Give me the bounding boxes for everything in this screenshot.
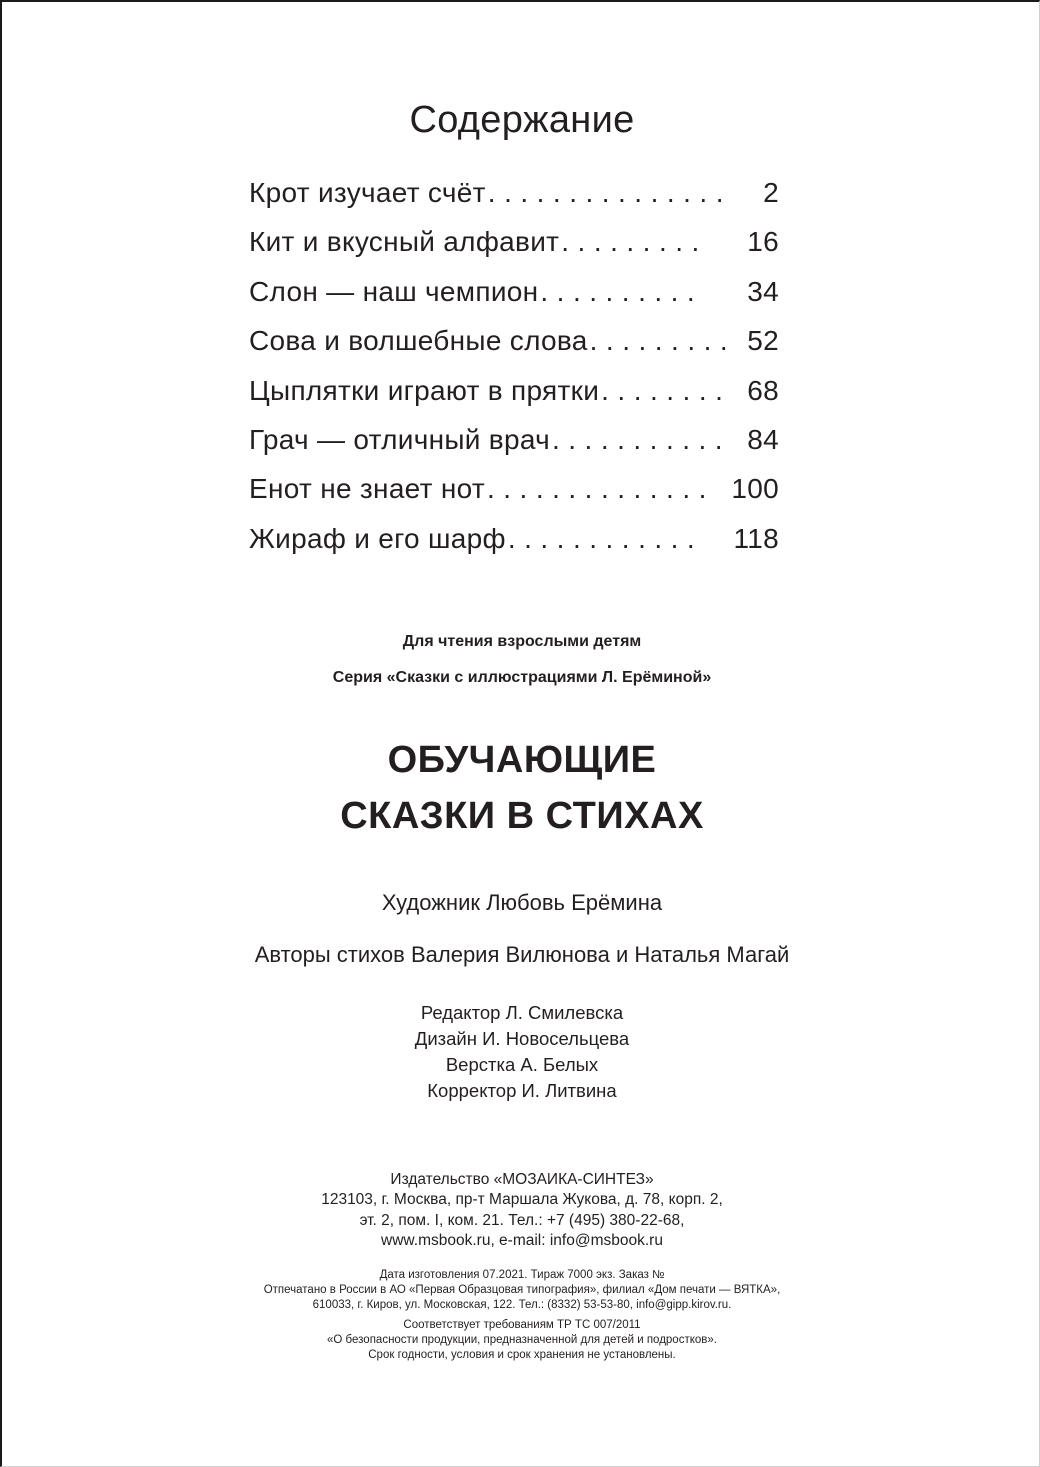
toc-entry-page: 100 — [731, 473, 779, 505]
toc-entry[interactable] — [249, 221, 779, 270]
publisher-info — [2, 1170, 1040, 1251]
toc-entry[interactable] — [249, 320, 779, 369]
publisher-name: Издательство «МОЗАИКА-СИНТЕЗ» — [390, 1171, 654, 1188]
printer-name: Отпечатано в России в АО «Первая Образцовая типография», филиал «Дом печати — ВЯТКА», — [263, 1284, 781, 1297]
print-info — [2, 1268, 1040, 1314]
staff-credits — [2, 1000, 1040, 1104]
compliance-line: «О безопасности продукции, предназначенной для детей и подростков». — [327, 1334, 717, 1347]
table-of-contents — [249, 172, 779, 567]
publisher-web: www.msbook.ru, e-mail: info@msbook.ru — [381, 1231, 663, 1249]
contents-heading: Содержание — [409, 99, 635, 141]
authors-credit: Авторы стихов Валерия Вилюнова и Наталья Магай — [254, 942, 790, 967]
publisher-address: 123103, г. Москва, пр-т Маршала Жукова, д. 78, корп. 2, — [321, 1191, 723, 1209]
design-credit: Дизайн И. Новосельцева — [414, 1028, 630, 1049]
book-title-line: ОБУЧАЮЩИЕ — [387, 739, 657, 781]
toc-entry-page: 84 — [747, 423, 779, 455]
toc-leader-dots: .............. — [486, 473, 715, 505]
toc-entry[interactable] — [249, 419, 779, 468]
toc-entry-page: 16 — [747, 226, 779, 258]
compliance-line: Срок годности, условия и срок хранения не установлены. — [368, 1349, 676, 1362]
toc-entry-page: 2 — [763, 177, 779, 208]
toc-entry-title: Сова и волшебные слова — [249, 325, 588, 357]
toc-entry-title: Крот изучает счёт — [249, 177, 486, 208]
toc-entry-page: 52 — [747, 325, 779, 357]
layout-credit: Верстка А. Белых — [445, 1054, 599, 1075]
toc-leader-dots: ........ — [601, 374, 732, 406]
toc-entry-title: Жираф и его шарф — [249, 522, 506, 554]
toc-entry-title: Цыплятки играют в прятки — [249, 374, 600, 406]
toc-leader-dots: ........... — [552, 423, 732, 455]
toc-leader-dots: .......... — [540, 275, 704, 307]
toc-leader-dots: ......... — [589, 325, 737, 357]
editor-credit: Редактор Л. Смилевска — [420, 1002, 624, 1023]
toc-entry[interactable] — [249, 518, 779, 567]
proofreader-credit: Корректор И. Литвина — [427, 1080, 617, 1101]
toc-entry[interactable] — [249, 172, 779, 221]
publisher-contacts: эт. 2, пом. I, ком. 21. Тел.: +7 (495) 380-22-68, — [359, 1211, 685, 1229]
toc-leader-dots: ......... — [561, 226, 708, 258]
toc-entry-page: 68 — [747, 374, 779, 406]
toc-entry-title: Енот не знает нот — [249, 473, 485, 505]
toc-entry-page: 118 — [733, 522, 779, 554]
toc-entry[interactable] — [249, 468, 779, 517]
printer-address: 610033, г. Киров, ул. Московская, 122. Тел.: (8332) 53-53-80, info@gipp.kirov.ru. — [312, 1299, 732, 1312]
book-title — [2, 732, 1040, 844]
series-name: Серия «Сказки с иллюстрациями Л. Ерёминой» — [332, 669, 712, 686]
compliance-line: Соответствует требованиям ТР ТС 007/2011 — [403, 1319, 641, 1331]
toc-entry-page: 34 — [747, 275, 779, 307]
compliance-info — [2, 1318, 1040, 1364]
audience-note: Для чтения взрослыми детям — [402, 633, 642, 650]
print-date: Дата изготовления 07.2021. Тираж 7000 экз. Заказ № — [379, 1269, 665, 1281]
toc-entry-title: Кит и вкусный алфавит — [249, 226, 560, 258]
toc-entry-title: Грач — отличный врач — [249, 423, 550, 455]
toc-leader-dots: ............... — [487, 177, 732, 208]
toc-entry-title: Слон — наш чемпион — [249, 275, 539, 307]
toc-entry[interactable] — [249, 370, 779, 419]
toc-leader-dots: ............ — [507, 522, 704, 554]
toc-entry[interactable] — [249, 271, 779, 320]
artist-credit: Художник Любовь Ерёмина — [381, 890, 663, 915]
book-title-line: СКАЗКИ В СТИХАХ — [340, 795, 704, 837]
